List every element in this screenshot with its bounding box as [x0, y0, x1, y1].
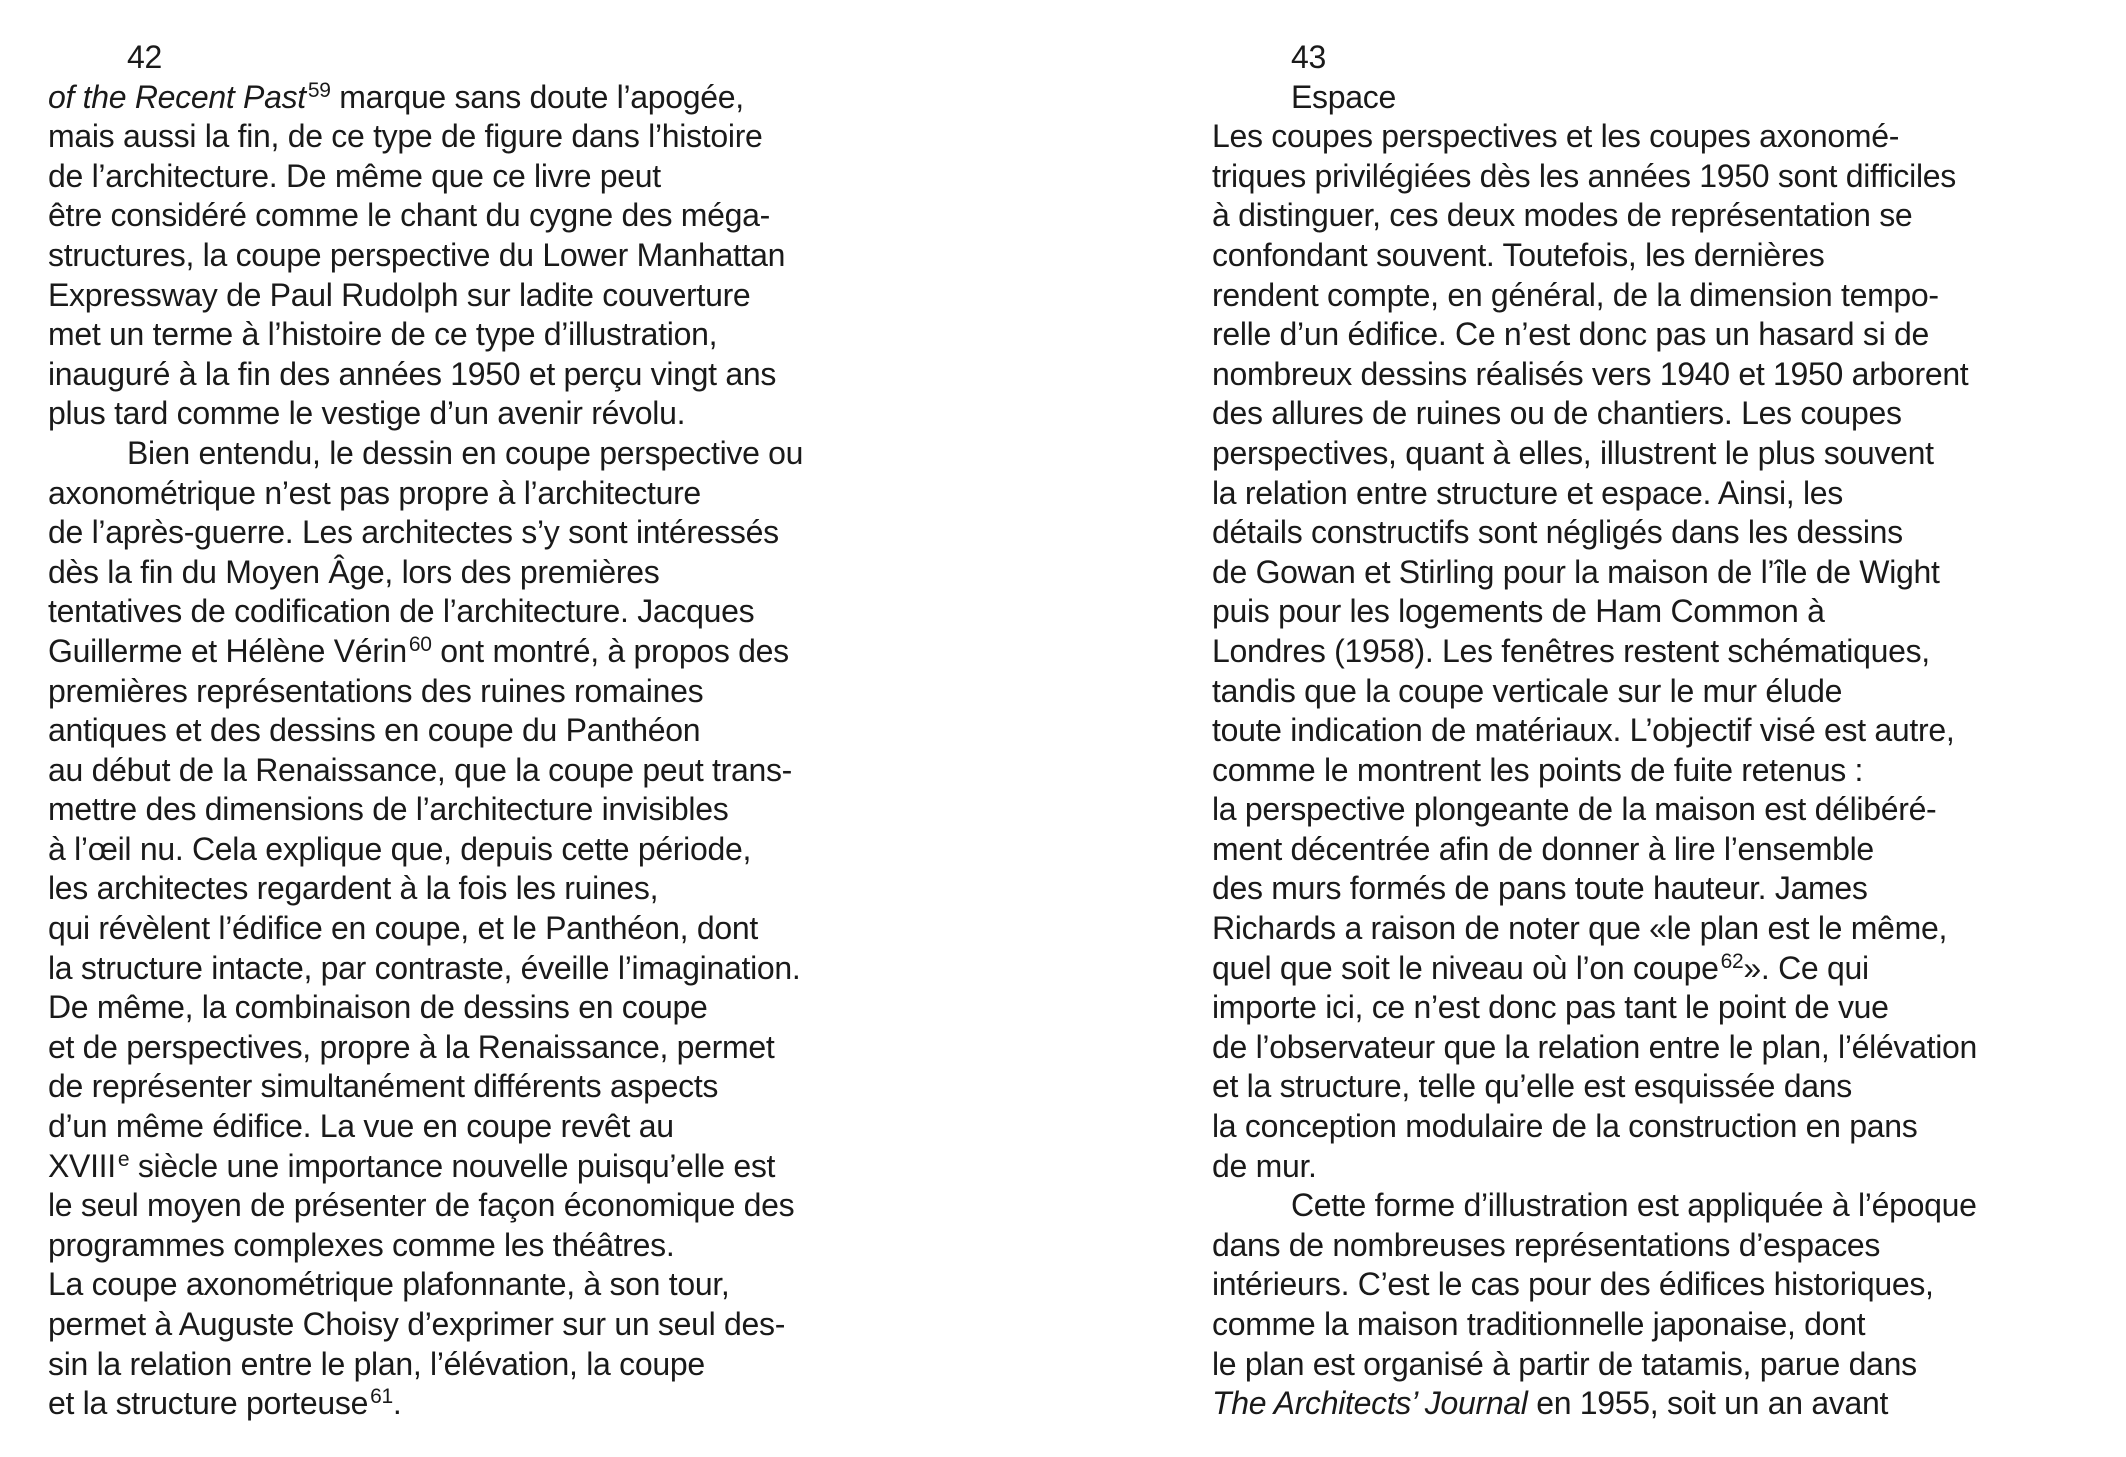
text-line	[1212, 1028, 2112, 1068]
text-line	[1212, 474, 2112, 514]
left-page-body	[48, 78, 1008, 1424]
text-segment: plus tard comme le vestige d’un avenir révolu.	[48, 395, 686, 432]
text-segment: la perspective plongeante de la maison est délibéré-	[1212, 791, 1937, 828]
text-segment: de représenter simultanément différents aspects	[48, 1068, 719, 1105]
text-line	[1212, 1067, 2112, 1107]
text-segment: Guillerme et Hélène Vérin	[48, 632, 407, 669]
text-segment: à l’œil nu. Cela explique que, depuis cette période,	[48, 830, 752, 867]
text-segment: relle d’un édifice. Ce n’est donc pas un hasard si de	[1212, 316, 1929, 353]
text-line	[48, 78, 1008, 118]
text-line	[1212, 355, 2112, 395]
footnote-ref: e	[117, 1147, 130, 1171]
text-segment: Richards a raison de noter que «le plan est le même,	[1212, 910, 1948, 947]
text-segment: triques privilégiées dès les années 1950 sont difficiles	[1212, 157, 1956, 194]
text-line	[48, 632, 1008, 672]
text-line	[48, 276, 1008, 316]
text-line	[1212, 1265, 2112, 1305]
text-segment: mais aussi la fin, de ce type de figure dans l’histoire	[48, 118, 763, 155]
text-segment: le seul moyen de présenter de façon économique des	[48, 1187, 795, 1224]
text-segment: toute indication de matériaux. L’objectif visé est autre,	[1212, 712, 1955, 749]
text-line	[1212, 632, 2112, 672]
text-line	[1212, 1107, 2112, 1147]
italic-title: of the Recent Past	[48, 78, 306, 115]
text-segment: et la structure porteuse	[48, 1385, 369, 1422]
text-segment: ont montré, à propos des	[431, 632, 789, 669]
text-segment: Londres (1958). Les fenêtres restent schématiques,	[1212, 632, 1930, 669]
page-number: 43	[1291, 39, 1326, 75]
text-line	[1212, 830, 2112, 870]
text-segment: nombreux dessins réalisés vers 1940 et 1950 arborent	[1212, 355, 1969, 392]
text-line	[48, 790, 1008, 830]
text-segment: axonométrique n’est pas propre à l’architecture	[48, 474, 701, 511]
text-segment: Les coupes perspectives et les coupes axonomé-	[1212, 118, 1900, 155]
text-line	[48, 1345, 1008, 1385]
text-segment: mettre des dimensions de l’architecture invisibles	[48, 791, 729, 828]
text-line	[1212, 157, 2112, 197]
italic-title: The Architects’ Journal	[1212, 1385, 1528, 1422]
text-line	[48, 1186, 1008, 1226]
text-segment: la relation entre structure et espace. Ainsi, les	[1212, 474, 1843, 511]
text-line	[1212, 1345, 2112, 1385]
text-line	[48, 474, 1008, 514]
text-line	[1212, 592, 2112, 632]
text-line	[48, 909, 1008, 949]
text-segment: puis pour les logements de Ham Common à	[1212, 593, 1825, 630]
text-line	[1212, 315, 2112, 355]
text-segment: tandis que la coupe verticale sur le mur élude	[1212, 672, 1843, 709]
text-segment: et la structure, telle qu’elle est esquissée dans	[1212, 1068, 1852, 1105]
text-segment: ». Ce qui	[1743, 949, 1869, 986]
right-page	[1212, 38, 2112, 1424]
text-line	[48, 1147, 1008, 1187]
text-segment: confondant souvent. Toutefois, les dernières	[1212, 236, 1825, 273]
text-segment: de Gowan et Stirling pour la maison de l’île de Wight	[1212, 553, 1940, 590]
text-line	[1212, 909, 2112, 949]
text-line	[48, 157, 1008, 197]
text-segment: La coupe axonométrique plafonnante, à son tour,	[48, 1266, 730, 1303]
text-segment: de l’architecture. De même que ce livre peut	[48, 157, 661, 194]
text-segment: dans de nombreuses représentations d’espaces	[1212, 1226, 1881, 1263]
text-line	[48, 394, 1008, 434]
text-line	[48, 1107, 1008, 1147]
text-segment: tentatives de codification de l’architecture. Jacques	[48, 593, 755, 630]
text-segment: structures, la coupe perspective du Lower Manhattan	[48, 236, 786, 273]
text-line	[48, 1305, 1008, 1345]
text-segment: des murs formés de pans toute hauteur. James	[1212, 870, 1868, 907]
text-segment: au début de la Renaissance, que la coupe peut trans-	[48, 751, 793, 788]
text-line	[48, 592, 1008, 632]
text-line	[1212, 672, 2112, 712]
footnote-ref: 62	[1720, 949, 1744, 973]
text-line	[48, 1028, 1008, 1068]
text-segment: ment décentrée afin de donner à lire l’ensemble	[1212, 830, 1874, 867]
text-line	[48, 236, 1008, 276]
text-segment: la structure intacte, par contraste, éveille l’imagination.	[48, 949, 801, 986]
text-segment: et de perspectives, propre à la Renaissance, permet	[48, 1028, 775, 1065]
text-segment: programmes complexes comme les théâtres.	[48, 1226, 675, 1263]
text-line	[1212, 394, 2112, 434]
text-line	[1212, 869, 2112, 909]
text-line	[48, 711, 1008, 751]
text-segment: inauguré à la fin des années 1950 et perçu vingt ans	[48, 355, 777, 392]
text-line	[1212, 988, 2112, 1028]
text-segment: des allures de ruines ou de chantiers. Les coupes	[1212, 395, 1902, 432]
footnote-ref: 59	[307, 78, 331, 102]
text-segment: met un terme à l’histoire de ce type d’illustration,	[48, 316, 718, 353]
right-page-body	[1212, 117, 2112, 1424]
text-line	[1212, 236, 2112, 276]
text-line	[1212, 1186, 2112, 1226]
text-segment: De même, la combinaison de dessins en coupe	[48, 989, 708, 1026]
text-line	[48, 513, 1008, 553]
text-line	[1212, 276, 2112, 316]
text-line	[48, 434, 1008, 474]
text-line	[48, 196, 1008, 236]
text-segment: importe ici, ce n’est donc pas tant le point de vue	[1212, 989, 1889, 1026]
text-line	[1212, 1226, 2112, 1266]
text-line	[1212, 751, 2112, 791]
text-line	[1212, 1305, 2112, 1345]
text-segment: qui révèlent l’édifice en coupe, et le Panthéon, dont	[48, 910, 758, 947]
text-segment: permet à Auguste Choisy d’exprimer sur un seul des-	[48, 1306, 786, 1342]
text-line	[1212, 553, 2112, 593]
text-segment: les architectes regardent à la fois les ruines,	[48, 870, 659, 907]
text-segment: à distinguer, ces deux modes de représentation se	[1212, 197, 1913, 234]
text-line	[48, 672, 1008, 712]
text-line	[1212, 117, 2112, 157]
text-segment: en 1955, soit un an avant	[1527, 1385, 1889, 1422]
text-segment: dès la fin du Moyen Âge, lors des premières	[48, 553, 660, 590]
text-segment: être considéré comme le chant du cygne des méga-	[48, 197, 770, 234]
text-line	[48, 355, 1008, 395]
text-line	[1212, 434, 2112, 474]
text-segment: détails constructifs sont négligés dans les dessins	[1212, 514, 1903, 551]
text-line	[48, 553, 1008, 593]
text-line	[48, 117, 1008, 157]
text-line	[48, 1265, 1008, 1305]
text-line	[1212, 1384, 2112, 1424]
text-segment: intérieurs. C’est le cas pour des édifices historiques,	[1212, 1266, 1934, 1303]
text-line	[48, 1384, 1008, 1424]
section-title: Espace	[1291, 78, 1396, 115]
text-segment: .	[392, 1385, 402, 1422]
text-line	[1212, 949, 2112, 989]
text-segment: rendent compte, en général, de la dimension tempo-	[1212, 276, 1939, 313]
text-segment: la conception modulaire de la construction en pans	[1212, 1108, 1918, 1145]
footnote-ref: 61	[370, 1385, 393, 1409]
text-line	[48, 315, 1008, 355]
text-segment: perspectives, quant à elles, illustrent le plus souvent	[1212, 434, 1934, 471]
text-segment: le plan est organisé à partir de tatamis, parue dans	[1212, 1345, 1917, 1382]
text-line	[1212, 1147, 2112, 1187]
text-segment: marque sans doute l’apogée,	[330, 78, 744, 115]
text-segment: Bien entendu, le dessin en coupe perspective ou	[127, 434, 804, 471]
text-segment: quel que soit le niveau où l’on coupe	[1212, 949, 1719, 986]
text-segment: comme la maison traditionnelle japonaise, dont	[1212, 1306, 1866, 1342]
text-segment: de l’observateur que la relation entre le plan, l’élévation	[1212, 1028, 1978, 1065]
text-line	[48, 1226, 1008, 1266]
text-segment: de mur.	[1212, 1147, 1317, 1184]
text-line	[48, 869, 1008, 909]
text-line	[1212, 196, 2112, 236]
text-segment: sin la relation entre le plan, l’élévation, la coupe	[48, 1345, 705, 1382]
text-line	[1212, 790, 2112, 830]
text-segment: d’un même édifice. La vue en coupe revêt au	[48, 1108, 674, 1145]
text-segment: XVIII	[48, 1147, 116, 1184]
text-line	[48, 949, 1008, 989]
text-segment: Expressway de Paul Rudolph sur ladite couverture	[48, 276, 751, 313]
text-line	[1212, 513, 2112, 553]
text-segment: comme le montrent les points de fuite retenus :	[1212, 751, 1864, 788]
footnote-ref: 60	[408, 632, 432, 656]
text-segment: premières représentations des ruines romaines	[48, 672, 704, 709]
text-line	[48, 830, 1008, 870]
text-line	[48, 751, 1008, 791]
text-line	[48, 988, 1008, 1028]
text-segment: de l’après-guerre. Les architectes s’y sont intéressés	[48, 514, 779, 551]
text-segment: siècle une importance nouvelle puisqu’elle est	[129, 1147, 776, 1184]
page-number: 42	[127, 39, 162, 75]
text-segment: antiques et des dessins en coupe du Panthéon	[48, 712, 701, 749]
text-line	[1212, 711, 2112, 751]
left-page	[48, 38, 1008, 1424]
text-segment: Cette forme d’illustration est appliquée à l’époque	[1291, 1187, 1977, 1224]
text-line	[48, 1067, 1008, 1107]
